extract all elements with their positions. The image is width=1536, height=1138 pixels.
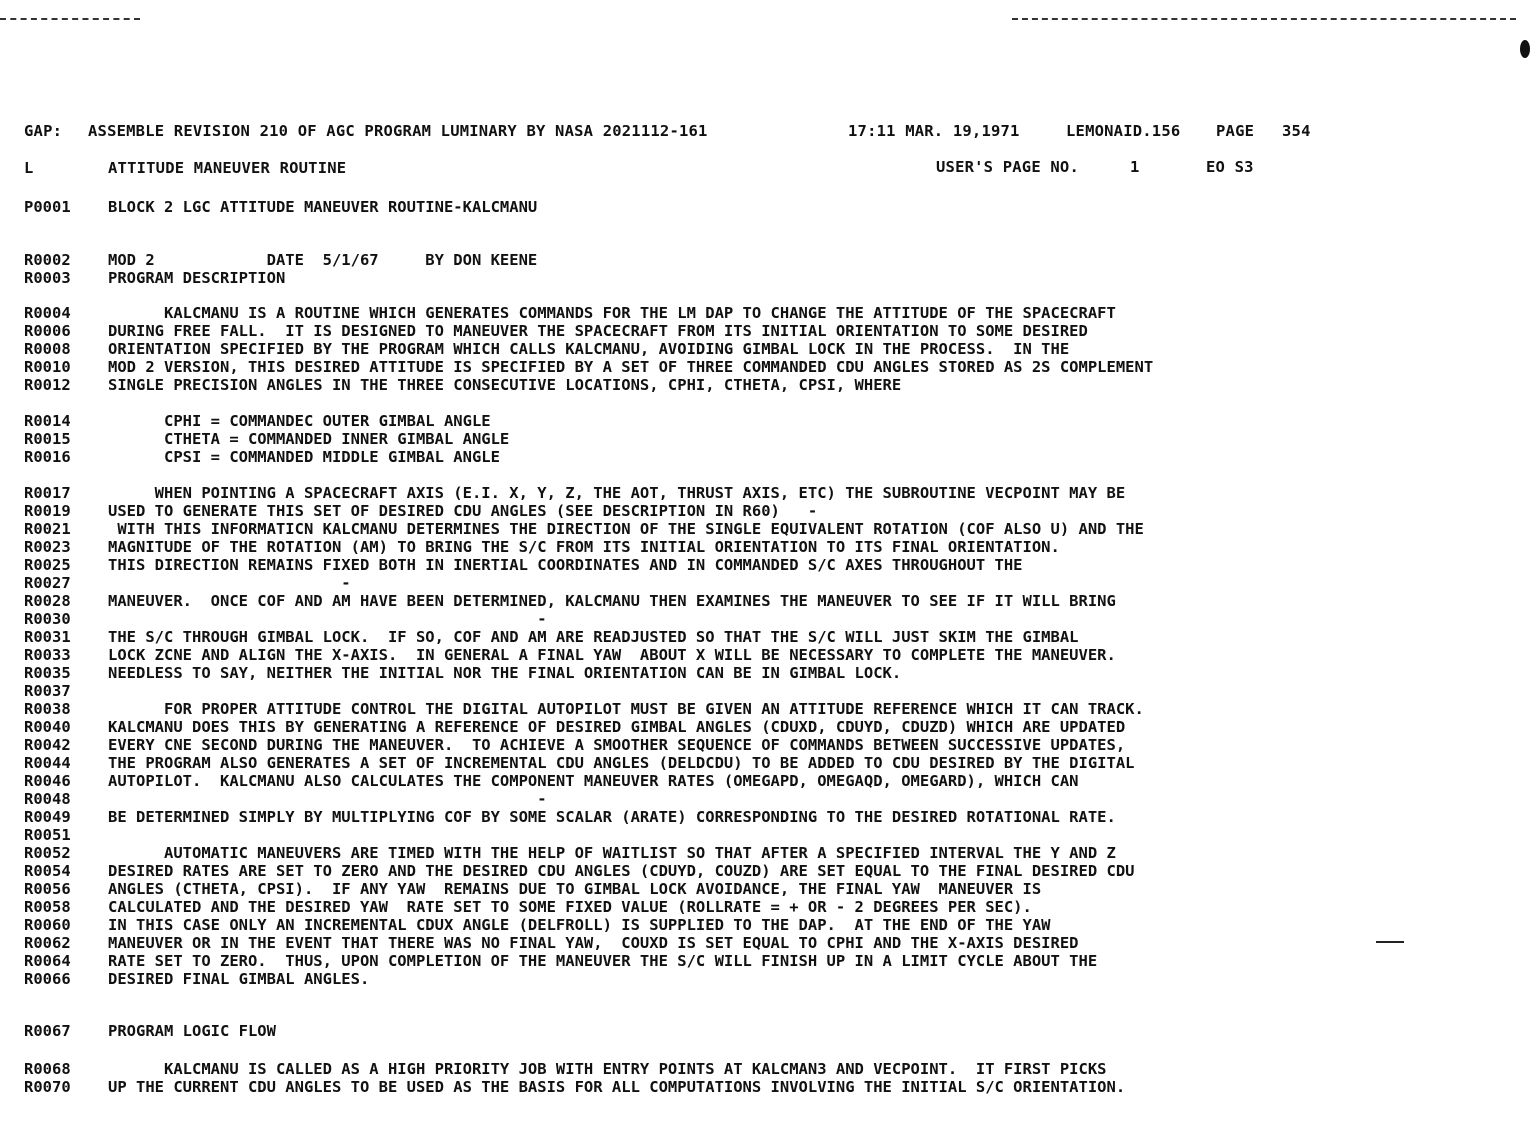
- line-label: R0035: [24, 664, 71, 682]
- line-text: KALCMANU IS A ROUTINE WHICH GENERATES COMMANDS FOR THE LM DAP TO CHANGE THE ATTITUDE OF THE SPACECRAFT: [108, 304, 1116, 322]
- line-label: R0062: [24, 934, 71, 952]
- top-dashed-rule-right: [1012, 18, 1516, 20]
- line-label: R0042: [24, 736, 71, 754]
- line-label: R0037: [24, 682, 71, 700]
- line-label: R0067: [24, 1022, 71, 1040]
- line-label: R0048: [24, 790, 71, 808]
- line-text: MOD 2 DATE 5/1/67 BY DON KEENE: [108, 251, 538, 269]
- line-label: R0056: [24, 880, 71, 898]
- line-text: DESIRED RATES ARE SET TO ZERO AND THE DESIRED CDU ANGLES (CDUYD, COUZD) ARE SET EQUAL TO THE FINAL DESIRED CDU: [108, 862, 1135, 880]
- line-label: R0028: [24, 592, 71, 610]
- margin-dash: [1376, 941, 1404, 943]
- line-text: CPHI = COMMANDEC OUTER GIMBAL ANGLE: [108, 412, 491, 430]
- line-text: RATE SET TO ZERO. THUS, UPON COMPLETION OF THE MANEUVER THE S/C WILL FINISH UP IN A LIMIT CYCLE ABOUT THE: [108, 952, 1098, 970]
- header-lemonaid: LEMONAID.156: [1066, 122, 1181, 140]
- header-page-label: PAGE: [1216, 122, 1255, 140]
- subheader-users-page: USER'S PAGE NO.: [936, 158, 1079, 176]
- line-label: R0014: [24, 412, 71, 430]
- line-label: R0006: [24, 322, 71, 340]
- line-label: R0010: [24, 358, 71, 376]
- line-text: LOCK ZCNE AND ALIGN THE X-AXIS. IN GENERAL A FINAL YAW ABOUT X WILL BE NECESSARY TO COMPLETE THE MANEUVER.: [108, 646, 1116, 664]
- line-label: R0017: [24, 484, 71, 502]
- line-label: R0068: [24, 1060, 71, 1078]
- subheader-l: L: [24, 159, 34, 177]
- line-label: R0049: [24, 808, 71, 826]
- line-text: PROGRAM LOGIC FLOW: [108, 1022, 276, 1040]
- line-label: R0070: [24, 1078, 71, 1096]
- header-assemble: ASSEMBLE REVISION 210 OF AGC PROGRAM LUMINARY BY NASA 2021112-161: [88, 122, 708, 140]
- line-label: R0064: [24, 952, 71, 970]
- line-label: R0058: [24, 898, 71, 916]
- line-label: R0054: [24, 862, 71, 880]
- line-text: CALCULATED AND THE DESIRED YAW RATE SET TO SOME FIXED VALUE (ROLLRATE = + OR - 2 DEGREES PER SEC).: [108, 898, 1032, 916]
- line-label: R0040: [24, 718, 71, 736]
- line-text: USED TO GENERATE THIS SET OF DESIRED CDU ANGLES (SEE DESCRIPTION IN R60) -: [108, 502, 818, 520]
- line-label: R0027: [24, 574, 71, 592]
- line-text: MANEUVER OR IN THE EVENT THAT THERE WAS NO FINAL YAW, COUXD IS SET EQUAL TO CPHI AND THE X-AXIS DESIRED: [108, 934, 1079, 952]
- line-text: THE PROGRAM ALSO GENERATES A SET OF INCREMENTAL CDU ANGLES (DELDCDU) TO BE ADDED TO CDU DESIRED BY THE DIGITAL: [108, 754, 1135, 772]
- line-label: P0001: [24, 198, 71, 216]
- line-label: R0025: [24, 556, 71, 574]
- line-text: UP THE CURRENT CDU ANGLES TO BE USED AS THE BASIS FOR ALL COMPUTATIONS INVOLVING THE INITIAL S/C ORIENTATION.: [108, 1078, 1126, 1096]
- line-label: R0031: [24, 628, 71, 646]
- line-text: ANGLES (CTHETA, CPSI). IF ANY YAW REMAINS DUE TO GIMBAL LOCK AVOIDANCE, THE FINAL YAW MANEUVER IS: [108, 880, 1042, 898]
- line-label: R0004: [24, 304, 71, 322]
- line-text: AUTOMATIC MANEUVERS ARE TIMED WITH THE HELP OF WAITLIST SO THAT AFTER A SPECIFIED INTERVAL THE Y AND Z: [108, 844, 1116, 862]
- header-time: 17:11 MAR. 19,1971: [848, 122, 1020, 140]
- line-text: -: [108, 574, 351, 592]
- line-label: R0019: [24, 502, 71, 520]
- line-label: R0015: [24, 430, 71, 448]
- line-label: R0003: [24, 269, 71, 287]
- line-label: R0016: [24, 448, 71, 466]
- line-label: R0030: [24, 610, 71, 628]
- line-text: BE DETERMINED SIMPLY BY MULTIPLYING COF BY SOME SCALAR (ARATE) CORRESPONDING TO THE DESIRED ROTATIONAL RATE.: [108, 808, 1116, 826]
- subheader-eo: EO S3: [1206, 158, 1254, 176]
- line-text: FOR PROPER ATTITUDE CONTROL THE DIGITAL AUTOPILOT MUST BE GIVEN AN ATTITUDE REFERENCE WHICH IT CAN TRACK.: [108, 700, 1144, 718]
- line-text: CTHETA = COMMANDED INNER GIMBAL ANGLE: [108, 430, 510, 448]
- line-text: THIS DIRECTION REMAINS FIXED BOTH IN INERTIAL COORDINATES AND IN COMMANDED S/C AXES THROUGHOUT THE: [108, 556, 1023, 574]
- line-text: ORIENTATION SPECIFIED BY THE PROGRAM WHICH CALLS KALCMANU, AVOIDING GIMBAL LOCK IN THE PROCESS. IN THE: [108, 340, 1070, 358]
- edge-mark: [1520, 40, 1530, 58]
- subheader-users-page-num: 1: [1130, 158, 1140, 176]
- line-label: R0038: [24, 700, 71, 718]
- line-text: WHEN POINTING A SPACECRAFT AXIS (E.I. X, Y, Z, THE AOT, THRUST AXIS, ETC) THE SUBROUTINE VECPOINT MAY BE: [108, 484, 1126, 502]
- line-text: PROGRAM DESCRIPTION: [108, 269, 286, 287]
- line-text: MANEUVER. ONCE COF AND AM HAVE BEEN DETERMINED, KALCMANU THEN EXAMINES THE MANEUVER TO SEE IF IT WILL BRING: [108, 592, 1116, 610]
- header-page-num: 354: [1282, 122, 1311, 140]
- line-text: SINGLE PRECISION ANGLES IN THE THREE CONSECUTIVE LOCATIONS, CPHI, CTHETA, CPSI, WHERE: [108, 376, 902, 394]
- line-text: AUTOPILOT. KALCMANU ALSO CALCULATES THE COMPONENT MANEUVER RATES (OMEGAPD, OMEGAQD, OMEGARD), WHICH CAN: [108, 772, 1079, 790]
- line-text: WITH THIS INFORMATICN KALCMANU DETERMINES THE DIRECTION OF THE SINGLE EQUIVALENT ROTATION (COF ALSO U) AND THE: [108, 520, 1144, 538]
- line-label: R0066: [24, 970, 71, 988]
- line-label: R0023: [24, 538, 71, 556]
- line-text: MAGNITUDE OF THE ROTATION (AM) TO BRING THE S/C FROM ITS INITIAL ORIENTATION TO ITS FINAL ORIENTATION.: [108, 538, 1060, 556]
- line-text: -: [108, 790, 547, 808]
- line-label: R0052: [24, 844, 71, 862]
- top-dashed-rule-left: [0, 18, 140, 20]
- line-text: KALCMANU IS CALLED AS A HIGH PRIORITY JOB WITH ENTRY POINTS AT KALCMAN3 AND VECPOINT. IT FIRST PICKS: [108, 1060, 1107, 1078]
- line-label: R0060: [24, 916, 71, 934]
- line-text: -: [108, 610, 547, 628]
- line-label: R0002: [24, 251, 71, 269]
- line-text: CPSI = COMMANDED MIDDLE GIMBAL ANGLE: [108, 448, 500, 466]
- line-label: R0008: [24, 340, 71, 358]
- line-label: R0051: [24, 826, 71, 844]
- line-label: R0046: [24, 772, 71, 790]
- line-text: DURING FREE FALL. IT IS DESIGNED TO MANEUVER THE SPACECRAFT FROM ITS INITIAL ORIENTATION TO SOME DESIRED: [108, 322, 1088, 340]
- header-gap: GAP:: [24, 122, 63, 140]
- line-text: THE S/C THROUGH GIMBAL LOCK. IF SO, COF AND AM ARE READJUSTED SO THAT THE S/C WILL JUST SKIM THE GIMBAL: [108, 628, 1079, 646]
- line-label: R0021: [24, 520, 71, 538]
- subheader-title: ATTITUDE MANEUVER ROUTINE: [108, 159, 347, 177]
- line-text: KALCMANU DOES THIS BY GENERATING A REFERENCE OF DESIRED GIMBAL ANGLES (CDUXD, CDUYD, CDUZD) WHICH ARE UPDATED: [108, 718, 1126, 736]
- line-text: IN THIS CASE ONLY AN INCREMENTAL CDUX ANGLE (DELFROLL) IS SUPPLIED TO THE DAP. AT THE END OF THE YAW: [108, 916, 1051, 934]
- line-text: BLOCK 2 LGC ATTITUDE MANEUVER ROUTINE-KALCMANU: [108, 198, 538, 216]
- line-label: R0033: [24, 646, 71, 664]
- line-text: EVERY CNE SECOND DURING THE MANEUVER. TO ACHIEVE A SMOOTHER SEQUENCE OF COMMANDS BETWEEN SUCCESSIVE UPDATES,: [108, 736, 1126, 754]
- line-text: DESIRED FINAL GIMBAL ANGLES.: [108, 970, 370, 988]
- line-label: R0012: [24, 376, 71, 394]
- line-label: R0044: [24, 754, 71, 772]
- line-text: MOD 2 VERSION, THIS DESIRED ATTITUDE IS SPECIFIED BY A SET OF THREE COMMANDED CDU ANGLES STORED AS 2S COMPLEMENT: [108, 358, 1154, 376]
- line-text: NEEDLESS TO SAY, NEITHER THE INITIAL NOR THE FINAL ORIENTATION CAN BE IN GIMBAL LOCK.: [108, 664, 902, 682]
